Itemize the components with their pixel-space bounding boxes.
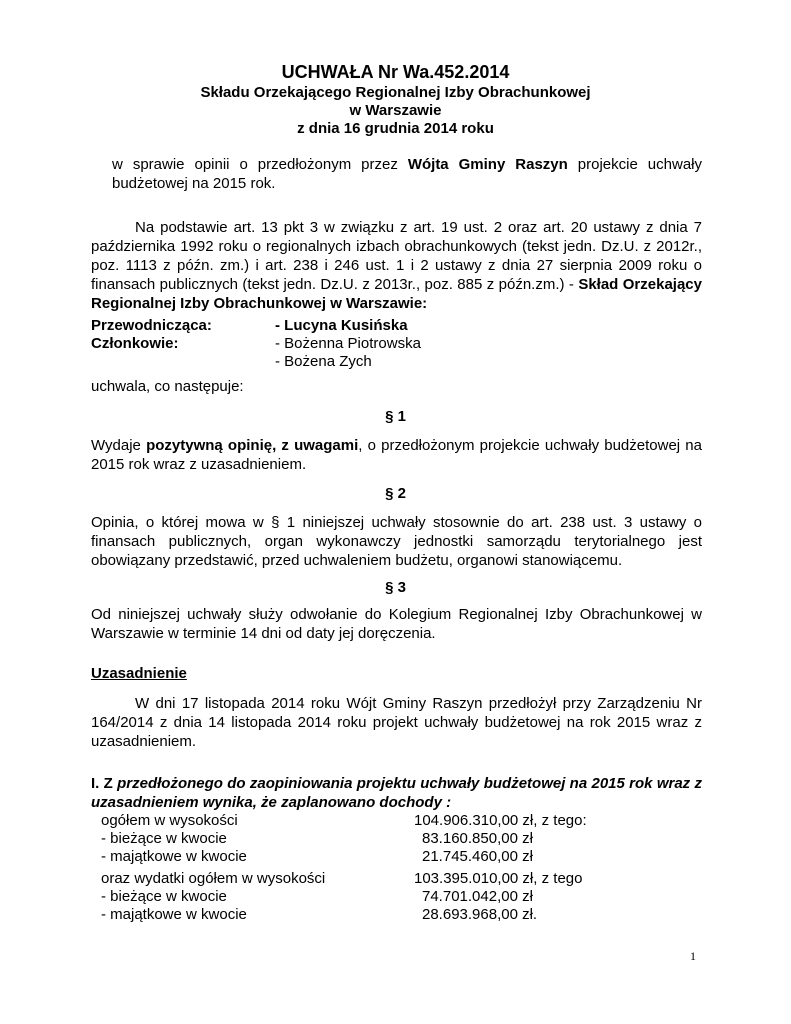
expenses-current-label: - bieżące w kwocie	[101, 888, 227, 905]
page-number: 1	[690, 949, 696, 963]
issuing-location: w Warszawie	[349, 102, 442, 119]
subject-text-pre: w sprawie opinii o przedłożonym przez	[112, 156, 408, 173]
issuing-body: Składu Orzekającego Regionalnej Izby Obrachunkowej	[200, 84, 591, 101]
legal-basis-paragraph	[91, 218, 702, 313]
members-label: Członkowie:	[91, 335, 179, 352]
section-1-text-post: , o przedłożonym projekcie uchwały budżetowej na 2015 rok wraz z uzasadnieniem.	[91, 437, 702, 473]
point-1-prefix: I. Z	[91, 775, 118, 792]
legal-basis-text: Na podstawie art. 13 pkt 3 w związku z art. 19 ust. 2 oraz art. 20 ustawy z dnia 7 października 1992 roku o regionalnych izbach obrachunkowych (tekst jedn. Dz.U. z 2012r., poz. 1113 z późn. zm.) i art. 238 i 246 ust. 1 i 2 ustawy z dnia 27 sierpnia 2009 roku o finansach publicznych (tekst jedn. Dz.U. z 2013r., poz. 885 z późn.zm.) -	[91, 219, 702, 293]
subject-author: Wójta Gminy Raszyn	[407, 156, 568, 173]
expenses-total-label: oraz wydatki ogółem w wysokości	[101, 870, 326, 887]
chair-name: - Lucyna Kusińska	[275, 317, 408, 334]
income-capital-label: - majątkowe w kwocie	[101, 848, 247, 865]
income-total-label: ogółem w wysokości	[101, 812, 238, 829]
income-current-value: 83.160.850,00 zł	[422, 830, 533, 847]
section-1-text	[91, 436, 702, 474]
expenses-capital-value: 28.693.968,00 zł.	[422, 906, 538, 923]
section-2-text: Opinia, o której mowa w § 1 niniejszej uchwały stosownie do art. 238 ust. 3 ustawy o finansach publicznych, organ wykonawczy jednostki samorządu terytorialnego jest obowiązany przedstawić, przed uchwaleniem budżetu, organowi stanowiącemu.	[91, 514, 702, 569]
member-2: - Bożena Zych	[275, 353, 372, 370]
resolves-line: uchwala, co następuje:	[91, 378, 244, 395]
justification-heading	[91, 664, 187, 683]
subject-text-post: projekcie uchwały budżetowej na 2015 rok.	[112, 156, 702, 192]
justification-text: W dni 17 listopada 2014 roku Wójt Gminy Raszyn przedłożył przy Zarządzeniu Nr 164/2014 z dnia 14 listopada 2014 roku projekt uchwały budżetowej na rok 2015 wraz z uzasadnieniem.	[91, 695, 702, 750]
expenses-capital-label: - majątkowe w kwocie	[101, 906, 247, 923]
income-total-value: 104.906.310,00 zł, z tego:	[414, 812, 587, 829]
section-3-text: Od niniejszej uchwały służy odwołanie do Kolegium Regionalnej Izby Obrachunkowej w Warszawie w terminie 14 dni od daty jej doręczenia.	[91, 606, 702, 642]
resolution-title: UCHWAŁA Nr Wa.452.2014	[281, 62, 510, 82]
expenses-current-value: 74.701.042,00 zł	[422, 888, 533, 905]
income-capital-value: 21.745.460,00 zł	[422, 848, 533, 865]
section-2-title: § 2	[385, 485, 406, 502]
point-1-heading	[91, 774, 702, 812]
chair-label: Przewodnicząca:	[91, 317, 212, 334]
point-1-intro: przedłożonego do zaopiniowania projektu uchwały budżetowej na 2015 rok wraz z uzasadnieniem wynika, że zaplanowano dochody :	[91, 775, 702, 811]
resolution-date: z dnia 16 grudnia 2014 roku	[297, 120, 494, 137]
section-3-title: § 3	[385, 579, 406, 596]
section-1-title: § 1	[385, 408, 406, 425]
section-1-opinion: pozytywną opinię, z uwagami	[146, 437, 359, 454]
member-1: - Bożenna Piotrowska	[275, 335, 421, 352]
legal-basis-body: Skład Orzekający Regionalnej Izby Obrachunkowej w Warszawie:	[91, 276, 702, 312]
income-current-label: - bieżące w kwocie	[101, 830, 227, 847]
subject-paragraph	[112, 155, 702, 193]
section-1-text-pre: Wydaje	[91, 437, 147, 454]
expenses-total-value: 103.395.010,00 zł, z tego	[414, 870, 583, 887]
justification-heading-text: Uzasadnienie	[91, 665, 187, 682]
